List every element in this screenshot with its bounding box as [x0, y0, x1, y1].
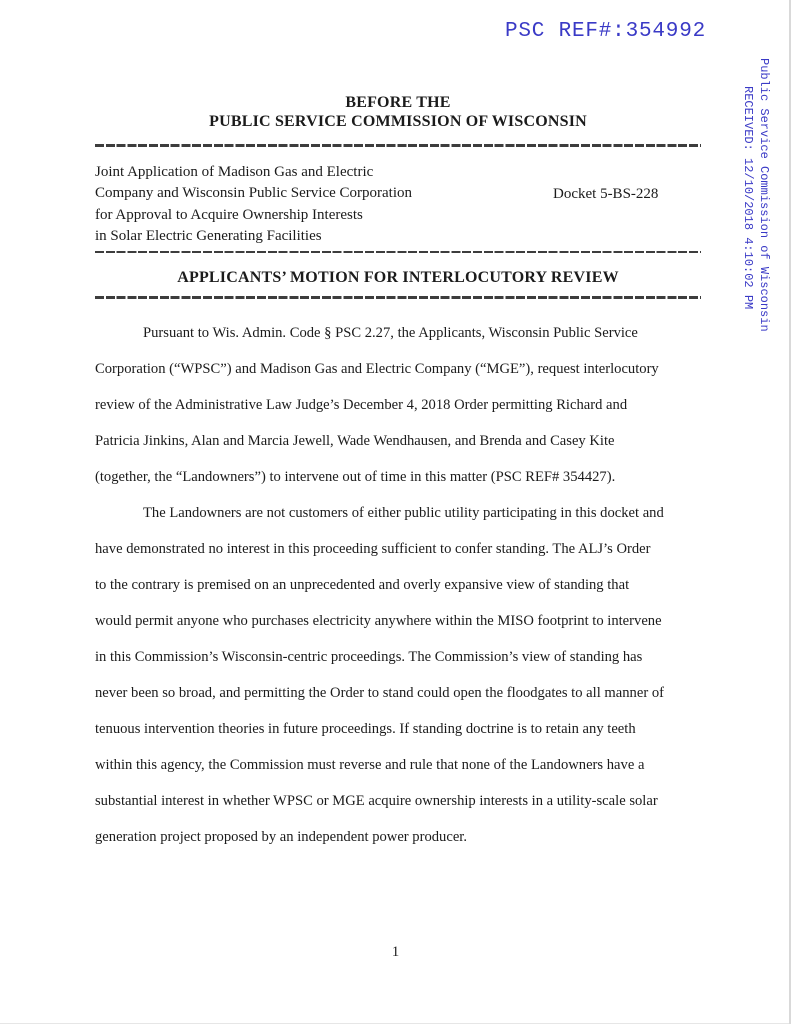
- court-header: [95, 93, 701, 131]
- body-line: The Landowners are not customers of either public utility participating in this docket and: [143, 504, 664, 521]
- body-line: would permit anyone who purchases electricity anywhere within the MISO footprint to intervene: [95, 612, 662, 629]
- body-line: substantial interest in whether WPSC or MGE acquire ownership interests in a utility-scale solar: [95, 792, 658, 809]
- body-line: in this Commission’s Wisconsin-centric proceedings. The Commission’s view of standing has: [95, 648, 643, 665]
- case-caption: [95, 162, 701, 248]
- body-line: (together, the “Landowners”) to intervene out of time in this matter (PSC REF# 354427).: [95, 468, 616, 485]
- body-line: never been so broad, and permitting the Order to stand could open the floodgates to all manner of: [95, 684, 664, 701]
- caption-line: Company and Wisconsin Public Service Corporation: [95, 185, 412, 201]
- docket-number: Docket 5-BS-228: [553, 185, 659, 202]
- body-line: Patricia Jinkins, Alan and Marcia Jewell, Wade Wendhausen, and Brenda and Casey Kite: [95, 432, 615, 449]
- document-title: APPLICANTS’ MOTION FOR INTERLOCUTORY REVIEW: [177, 269, 619, 286]
- body-line: Corporation (“WPSC”) and Madison Gas and Electric Company (“MGE”), request interlocutory: [95, 360, 659, 377]
- paragraph: [95, 495, 701, 855]
- court-header-line1: BEFORE THE: [345, 94, 451, 111]
- horizontal-rule: [95, 296, 701, 299]
- body-line: to the contrary is premised on an unprecedented and overly expansive view of standing that: [95, 576, 630, 593]
- court-header-line2: PUBLIC SERVICE COMMISSION OF WISCONSIN: [209, 113, 587, 130]
- caption-line: in Solar Electric Generating Facilities: [95, 228, 322, 244]
- body-line: review of the Administrative Law Judge’s December 4, 2018 Order permitting Richard and: [95, 396, 628, 413]
- received-stamp-org: Public Service Commission of Wisconsin: [757, 58, 771, 332]
- received-stamp-datetime: RECEIVED: 12/10/2018 4:10:02 PM: [741, 86, 755, 310]
- horizontal-rule: [95, 251, 701, 254]
- page-number: 1: [391, 944, 400, 960]
- body-line: within this agency, the Commission must reverse and rule that none of the Landowners have a: [95, 756, 645, 773]
- psc-ref-stamp: PSC REF#:354992: [504, 20, 706, 43]
- caption-line: Joint Application of Madison Gas and Electric: [95, 163, 374, 180]
- body-line: generation project proposed by an independent power producer.: [95, 828, 468, 845]
- body-line: tenuous intervention theories in future proceedings. If standing doctrine is to retain any teeth: [95, 720, 636, 737]
- body-line: Pursuant to Wis. Admin. Code § PSC 2.27, the Applicants, Wisconsin Public Service: [143, 324, 638, 341]
- document-body-column: [95, 0, 701, 855]
- body-line: have demonstrated no interest in this proceeding sufficient to confer standing. The ALJ’s Order: [95, 540, 651, 557]
- paragraph: [95, 315, 701, 495]
- caption-line: for Approval to Acquire Ownership Interests: [95, 206, 363, 223]
- horizontal-rule: [95, 144, 701, 147]
- motion-body: [95, 315, 701, 855]
